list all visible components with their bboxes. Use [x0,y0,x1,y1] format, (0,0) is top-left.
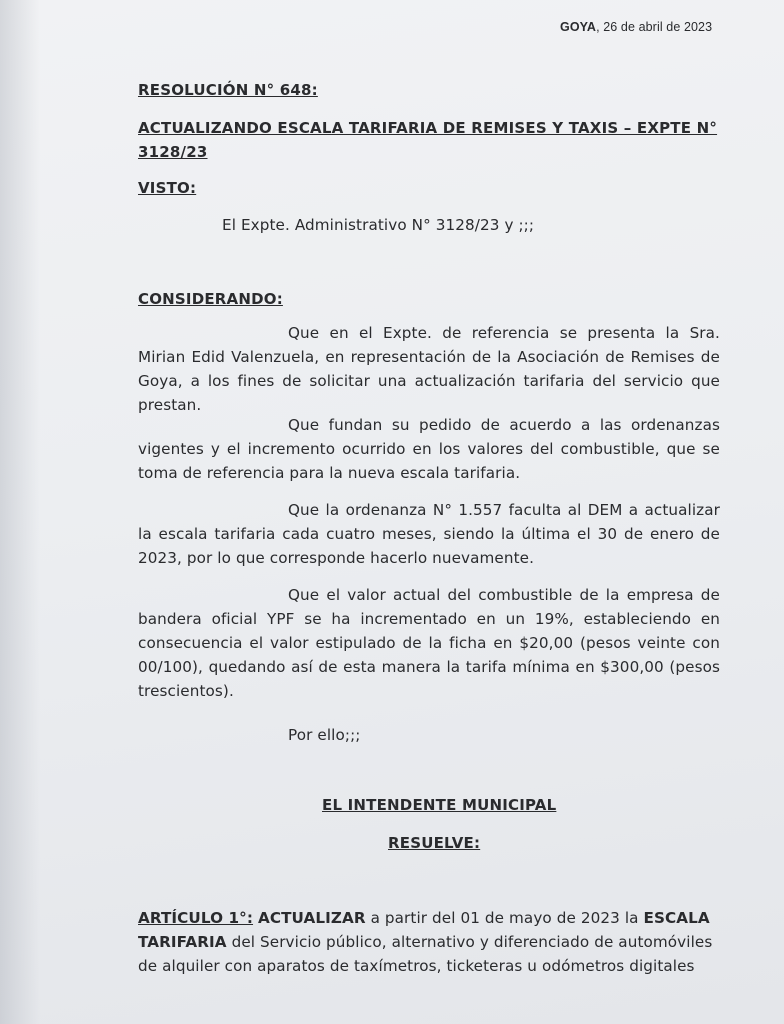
visto-text: El Expte. Administrativo N° 3128/23 y ;;; [222,216,535,234]
date-text: , 26 de abril de 2023 [596,20,713,34]
considerando-heading: CONSIDERANDO: [138,290,283,308]
considerando-paragraph-3 [138,498,720,570]
visto-heading: VISTO: [138,179,197,197]
articulo-1-line3: de alquiler con aparatos de taxímetros, ticketeras u odómetros digitales [138,957,695,975]
articulo-1-escala: ESCALA [643,909,710,927]
paragraph-1-text: Que en el Expte. de referencia se presenta la Sra. Mirian Edid Valenzuela, en representación de la Asociación de Remises de Goya, a los fines de solicitar una actualización tarifaria del servicio que prestan. [138,324,720,414]
articulo-1-label: ARTÍCULO 1°: [138,909,254,927]
articulo-1-verb: ACTUALIZAR [257,909,366,927]
considerando-paragraph-2 [138,413,720,485]
city-name: GOYA [560,20,597,34]
por-ello-text: Por ello;;; [288,726,361,744]
resolution-number: RESOLUCIÓN N° 648: [138,81,318,99]
paragraph-2-text: Que fundan su pedido de acuerdo a las ordenanzas vigentes y el incremento ocurrido en los valores del combustible, que se toma de referencia para la nueva escala tarifaria. [138,416,720,482]
paragraph-3-text: Que la ordenanza N° 1.557 faculta al DEM a actualizar la escala tarifaria cada cuatro meses, siendo la última el 30 de enero de 2023, por lo que corresponde hacerlo nuevamente. [138,501,720,567]
considerando-paragraph-1 [138,321,720,417]
resuelve-heading: RESUELVE: [388,834,481,852]
articulo-1 [138,906,738,978]
document-date [560,20,712,34]
resolution-subject-line2: 3128/23 [138,143,208,161]
paragraph-4-text: Que el valor actual del combustible de la empresa de bandera oficial YPF se ha incrementado en un 19%, estableciendo en consecuencia el valor estipulado de la ficha en $20,00 (pesos veinte con 00/100), quedando así de esta manera la tarifa mínima en $300,00 (pesos trescientos). [138,586,720,700]
considerando-paragraph-4 [138,583,720,703]
resolution-subject-line1: ACTUALIZANDO ESCALA TARIFARIA DE REMISES Y TAXIS – EXPTE N° [138,119,718,137]
page-shadow [0,0,40,1024]
articulo-1-tarifaria: TARIFARIA [138,933,227,951]
intendente-title: EL INTENDENTE MUNICIPAL [322,796,557,814]
articulo-1-text-b: del Servicio público, alternativo y diferenciado de automóviles [226,933,713,951]
articulo-1-text-a: a partir del 01 de mayo de 2023 la [365,909,644,927]
